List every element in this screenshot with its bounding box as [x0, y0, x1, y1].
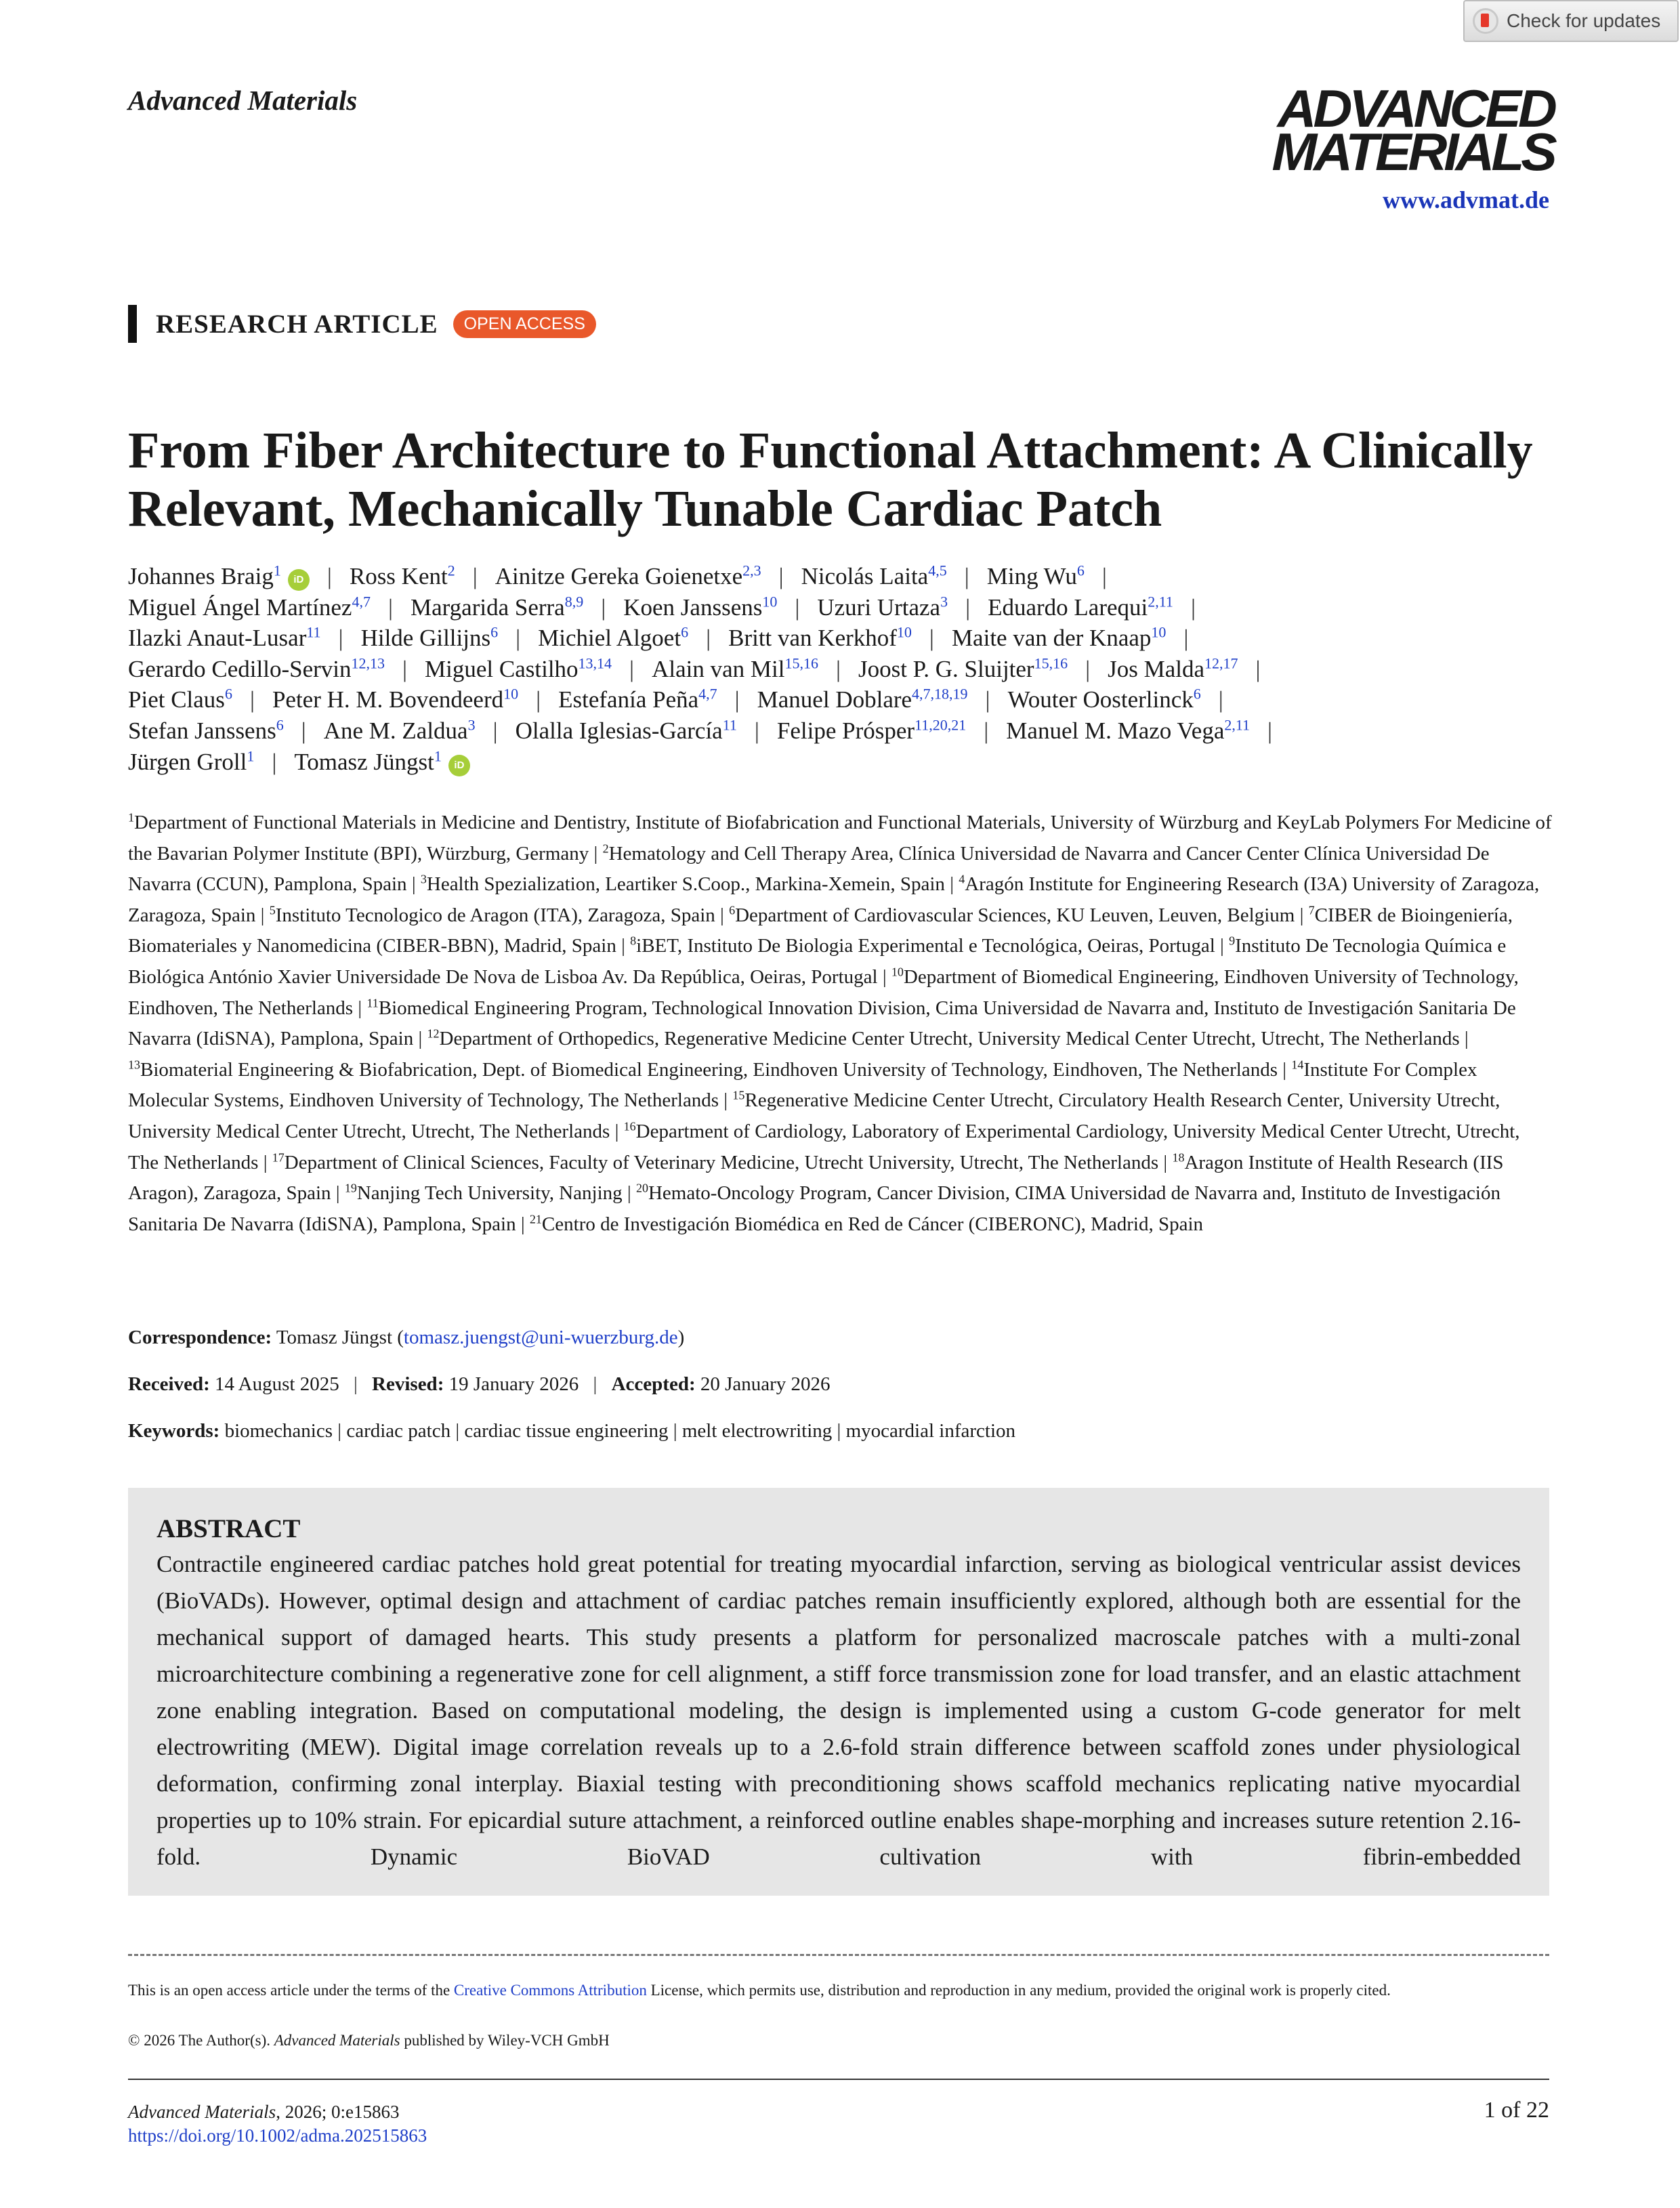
author-separator: | [492, 717, 498, 744]
affiliation-text: Department of Biomedical Engineering, Eindhoven University of Technology, Eindhoven, The Netherlands [128, 965, 1519, 1019]
affiliation-separator: | [719, 1089, 733, 1112]
affiliation-separator: | [1459, 1028, 1469, 1050]
creative-commons-link[interactable]: Creative Commons Attribution [453, 1982, 647, 1999]
affiliation-separator: | [610, 1120, 624, 1142]
journal-logo [1242, 79, 1554, 182]
author-name[interactable]: Jos Malda [1108, 655, 1205, 682]
author-affiliation-ref[interactable]: 10 [896, 623, 912, 641]
affiliation-text: Instituto De Tecnologia Química e Biológica António Xavier Universidade De Nova de Lisboa Av. Da República, Oeiras, Portugal [128, 935, 1507, 988]
author-affiliation-ref[interactable]: 11,20,21 [915, 716, 967, 734]
author-name[interactable]: Piet Claus [128, 686, 225, 713]
affiliation-number: 15 [732, 1088, 745, 1102]
affiliation-text: Instituto Tecnologico de Aragon (ITA), Zaragoza, Spain [275, 904, 715, 926]
author-affiliation-ref[interactable]: 11 [722, 716, 737, 734]
author-name[interactable]: Britt van Kerkhof [728, 625, 897, 652]
license-text-post: License, which permits use, distribution and reproduction in any medium, provided the original work is properly cited. [646, 1982, 1391, 1999]
author-separator: | [706, 625, 711, 652]
received-date: 14 August 2025 [215, 1373, 339, 1395]
author-separator: | [965, 593, 971, 621]
author-affiliation-ref[interactable]: 10 [1151, 623, 1167, 641]
affiliation-number: 4 [959, 872, 965, 886]
author-separator: | [964, 563, 969, 589]
author-affiliation-ref[interactable]: 1 [247, 747, 255, 764]
affiliation-text: Regenerative Medicine Center Utrecht, Circulatory Health Research Center, University Utrecht, University Medical Center Utrecht, Utrecht, The Netherlands [128, 1089, 1500, 1142]
author-affiliation-ref[interactable]: 1 [434, 747, 442, 764]
orcid-icon[interactable]: iD [448, 755, 470, 776]
affiliation-separator: | [258, 1151, 272, 1173]
affiliation-separator: | [944, 873, 959, 896]
author-name[interactable]: Alain van Mil [652, 655, 785, 682]
affiliation-text: iBET, Instituto De Biologia Experimental e Tecnológica, Oeiras, Portugal [636, 935, 1215, 957]
author-affiliation-ref[interactable]: 15,16 [1034, 654, 1068, 672]
check-for-updates-button[interactable] [1463, 0, 1679, 42]
page-number: 1 of 22 [1484, 2098, 1549, 2123]
keywords-label: Keywords: [128, 1420, 220, 1442]
keywords-text: biomechanics | cardiac patch | cardiac tissue engineering | melt electrowriting | myocardial infarction [224, 1420, 1016, 1442]
revised-date: 19 January 2026 [448, 1373, 579, 1395]
author-name[interactable]: Olalla Iglesias-García [515, 717, 723, 744]
open-access-badge: OPEN ACCESS [453, 310, 596, 338]
affiliation-separator: | [1295, 904, 1309, 926]
author-affiliation-ref[interactable]: 3 [467, 716, 476, 734]
author-name[interactable]: Tomasz Jüngst [294, 748, 434, 775]
author-name[interactable]: Ainitze Gereka Goienetxe [495, 563, 743, 589]
affiliation-number: 10 [891, 965, 904, 979]
author-line [128, 592, 1564, 623]
author-affiliation-ref[interactable]: 4,7,18,19 [912, 685, 968, 703]
author-separator: | [1218, 686, 1223, 713]
affiliation-number: 5 [269, 903, 276, 917]
author-name[interactable]: Uzuri Urtaza [817, 593, 941, 621]
affiliation-separator: | [589, 842, 603, 865]
correspondence-label: Correspondence: [128, 1327, 272, 1348]
copyright-pre: © 2026 The Author(s). [128, 2032, 274, 2049]
affiliation-number: 21 [529, 1212, 542, 1226]
author-affiliation-ref[interactable]: 15,16 [784, 654, 818, 672]
affiliation-text: Department of Functional Materials in Medicine and Dentistry, Institute of Biofabrication and Functional Materials, University of Würzburg and KeyLab Polymers For Medicine of the Bavarian Polymer Institute (BPI), Würzburg, Germany [128, 812, 1552, 865]
affiliations [128, 808, 1554, 1240]
affiliation-number: 8 [630, 934, 637, 948]
license-text-pre: This is an open access article under the terms of the [128, 1982, 454, 1999]
author-separator: | [985, 686, 990, 713]
affiliation-separator: | [516, 1213, 530, 1235]
author-name[interactable]: Ane M. Zaldua [323, 717, 468, 744]
author-name[interactable]: Joost P. G. Sluijter [858, 655, 1034, 682]
author-affiliation-ref[interactable]: 13,14 [578, 654, 612, 672]
correspondence: Correspondence: Tomasz Jüngst (tomasz.juengst@uni-wuerzburg.de) [128, 1327, 685, 1348]
affiliation-text: Hematology and Cell Therapy Area, Clínica Universidad de Navarra and Cancer Center Clínica Universidad De Navarra (CCUN), Pamplona, Spain [128, 842, 1490, 896]
correspondence-name: Tomasz Jüngst [276, 1327, 392, 1348]
author-name[interactable]: Miguel Castilho [425, 655, 579, 682]
author-affiliation-ref[interactable]: 6 [681, 623, 689, 641]
abstract-text: Contractile engineered cardiac patches hold great potential for treating myocardial infarction, serving as biological ventricular assist devices (BioVADs). However, optimal design and attachment of cardiac patches remain insufficiently explored, although both are essential for the mechanical support of damaged hearts. This study presents a platform for personalized macroscale patches with a multi-zonal microarchitecture combining a regenerative zone for cell alignment, a stiff force transmission zone for load transfer, and an elastic attachment zone enabling integration. Based on computational modeling, the design is implemented using a custom G-code generator for melt electrowriting (MEW). Digital image correlation reveals up to a 2.6-fold strain difference between scaffold zones under physiological deformation, confirming zonal interplay. Biaxial testing with preconditioning shows scaffold mechanics replicating native myocardial properties up to 10% strain. For epicardial suture attachment, a reinforced outline enables shape-morphing and increases suture retention 2.16-fold. Dynamic BioVAD cultivation with fibrin-embedded [156, 1551, 1521, 1870]
footer-citation-text: , 2026; 0:e15863 [276, 2102, 400, 2122]
affiliation-text: CIBER de Bioingeniería, Biomateriales y Nanomedicina (CIBER-BBN), Madrid, Spain [128, 904, 1513, 957]
author-name[interactable]: Maite van der Knaap [951, 625, 1152, 652]
logo-line-1: ADVANCED [1277, 79, 1554, 138]
affiliation-text: Institute For Complex Molecular Systems, Eindhoven University of Technology, The Netherlands [128, 1058, 1477, 1112]
author-separator: | [1190, 593, 1196, 621]
author-line [128, 623, 1564, 654]
author-affiliation-ref[interactable]: 8,9 [564, 592, 584, 610]
affiliation-separator: | [877, 965, 891, 988]
affiliation-separator: | [715, 904, 730, 926]
author-name[interactable]: Nicolás Laita [801, 563, 929, 589]
check-for-updates-label: Check for updates [1507, 10, 1661, 31]
article-type: RESEARCH ARTICLE [156, 309, 438, 339]
article-dates: Received: 14 August 2025 | Revised: 19 January 2026 | Accepted: 20 January 2026 [128, 1373, 831, 1395]
author-separator: | [929, 625, 934, 652]
affiliation-separator: | [616, 935, 631, 957]
affiliation-number: 20 [635, 1181, 648, 1195]
author-name[interactable]: Felipe Prósper [776, 717, 915, 744]
author-name[interactable]: Wouter Oosterlinck [1007, 686, 1194, 713]
author-separator: | [327, 563, 332, 589]
author-separator: | [835, 655, 841, 682]
author-name[interactable]: Miguel Ángel Martínez [128, 593, 352, 621]
affiliation-number: 14 [1291, 1058, 1304, 1072]
affiliation-number: 2 [602, 841, 609, 855]
author-name[interactable]: Michiel Algoet [538, 625, 681, 652]
author-separator: | [272, 748, 277, 775]
author-separator: | [1085, 655, 1091, 682]
affiliation-number: 18 [1172, 1150, 1185, 1164]
article-title: From Fiber Architecture to Functional Attachment: A Clinically Relevant, Mechanically Tunable Cardiac Patch [128, 422, 1533, 537]
affiliation-separator: | [1158, 1151, 1173, 1173]
affiliation-number: 12 [427, 1026, 440, 1041]
author-separator: | [984, 717, 989, 744]
author-affiliation-ref[interactable]: 12,13 [351, 654, 385, 672]
affiliation-separator: | [406, 873, 421, 896]
affiliation-separator: | [413, 1028, 427, 1050]
dashed-divider [128, 1954, 1549, 1956]
author-affiliation-ref[interactable]: 6 [490, 623, 499, 641]
affiliation-text: Department of Cardiovascular Sciences, KU Leuven, Leuven, Belgium [735, 904, 1295, 926]
author-affiliation-ref[interactable]: 2,11 [1148, 592, 1173, 610]
license-notice [128, 1977, 1549, 2004]
author-name[interactable]: Manuel M. Mazo Vega [1006, 717, 1225, 744]
crossmark-icon [1473, 8, 1498, 34]
author-separator: | [1183, 625, 1189, 652]
author-name[interactable]: Koen Janssens [623, 593, 763, 621]
author-affiliation-ref[interactable]: 11 [306, 623, 321, 641]
footer-divider [128, 2079, 1549, 2080]
affiliation-number: 3 [420, 872, 427, 886]
copyright [128, 2032, 610, 2049]
author-separator: | [1255, 655, 1261, 682]
affiliation-text: Nanjing Tech University, Nanjing [356, 1182, 623, 1205]
author-separator: | [402, 655, 408, 682]
author-separator: | [778, 563, 784, 589]
author-separator: | [338, 625, 343, 652]
author-affiliation-ref[interactable]: 6 [224, 685, 232, 703]
author-affiliation-ref[interactable]: 6 [1193, 685, 1201, 703]
accepted-date: 20 January 2026 [700, 1373, 831, 1395]
author-affiliation-ref[interactable]: 2,11 [1224, 716, 1251, 734]
affiliation-number: 9 [1229, 934, 1236, 948]
author-name[interactable]: Manuel Doblare [757, 686, 912, 713]
author-affiliation-ref[interactable]: 10 [762, 592, 778, 610]
affiliation-number: 19 [344, 1181, 357, 1195]
affiliation-text: Aragon Institute of Health Research (IIS Aragon), Zaragoza, Spain [128, 1151, 1504, 1205]
footer-citation [128, 2100, 427, 2148]
author-separator: | [629, 655, 635, 682]
author-affiliation-ref[interactable]: 6 [276, 716, 284, 734]
affiliation-number: 6 [729, 903, 736, 917]
affiliation-separator: | [1215, 935, 1230, 957]
article-type-bar [128, 305, 137, 343]
author-separator: | [301, 717, 306, 744]
correspondence-email-link[interactable]: tomasz.juengst@uni-wuerzburg.de [403, 1327, 678, 1348]
logo-line-2: MATERIALS [1272, 122, 1554, 182]
author-name[interactable]: Hilde Gillijns [360, 625, 491, 652]
affiliation-text: Hemato-Oncology Program, Cancer Division, CIMA Universidad de Navarra and, Instituto de Investigación Sanitaria De Navarra (IdiSNA), Pamplona, Spain [128, 1182, 1500, 1235]
author-separator: | [734, 686, 740, 713]
author-separator: | [516, 625, 521, 652]
affiliation-text: Biomaterial Engineering & Biofabrication, Dept. of Biomedical Engineering, Eindhoven University of Technology, Eindhoven, The Netherlands [140, 1058, 1278, 1081]
author-line [128, 715, 1564, 747]
affiliation-separator: | [331, 1182, 345, 1205]
abstract-heading: ABSTRACT [156, 1514, 301, 1543]
author-separator: | [536, 686, 541, 713]
affiliation-number: 1 [128, 810, 134, 825]
author-name[interactable]: Gerardo Cedillo-Servin [128, 655, 352, 682]
author-separator: | [249, 686, 255, 713]
affiliation-number: 7 [1308, 903, 1315, 917]
orcid-icon[interactable]: iD [288, 569, 310, 591]
journal-website-link[interactable]: www.advmat.de [1382, 186, 1549, 213]
author-name[interactable]: Stefan Janssens [128, 717, 276, 744]
affiliation-number: 13 [128, 1058, 140, 1072]
author-affiliation-ref[interactable]: 3 [940, 592, 948, 610]
author-separator: | [795, 593, 800, 621]
author-line [128, 747, 1564, 778]
affiliation-text: Department of Orthopedics, Regenerative Medicine Center Utrecht, University Medical Center Utrecht, Utrecht, The Netherlands [439, 1028, 1460, 1050]
received-label: Received: [128, 1373, 210, 1395]
affiliation-separator: | [1278, 1058, 1292, 1081]
author-affiliation-ref[interactable]: 12,17 [1204, 654, 1238, 672]
affiliation-text: Aragón Institute for Engineering Research (I3A) University of Zaragoza, Zaragoza, Spain [128, 873, 1540, 926]
affiliation-number: 11 [366, 995, 379, 1009]
author-name[interactable]: Ming Wu [986, 563, 1077, 589]
author-affiliation-ref[interactable]: 1 [273, 562, 281, 579]
author-name[interactable]: Jürgen Groll [128, 748, 247, 775]
affiliation-text: Department of Clinical Sciences, Faculty of Veterinary Medicine, Utrecht University, Utrecht, The Netherlands [284, 1151, 1159, 1173]
author-separator: | [472, 563, 478, 589]
author-name[interactable]: Johannes Braig [128, 563, 274, 589]
affiliation-text: Health Spezialization, Leartiker S.Coop., Markina-Xemein, Spain [426, 873, 945, 896]
affiliation-number: 16 [623, 1119, 636, 1133]
author-separator: | [601, 593, 606, 621]
author-separator: | [1101, 563, 1107, 589]
author-line [128, 654, 1564, 685]
author-name[interactable]: Ilazki Anaut-Lusar [128, 625, 307, 652]
author-separator: | [387, 593, 393, 621]
affiliation-separator: | [255, 904, 270, 926]
accepted-label: Accepted: [611, 1373, 696, 1395]
affiliation-text: Biomedical Engineering Program, Technological Innovation Division, Cima Universidad de Navarra and, Instituto de Investigación Sanitaria De Navarra (IdiSNA), Pamplona, Spain [128, 997, 1516, 1050]
affiliation-separator: | [622, 1182, 636, 1205]
author-affiliation-ref[interactable]: 4,7 [352, 592, 371, 610]
author-name[interactable]: Eduardo Larequi [988, 593, 1148, 621]
footer-journal: Advanced Materials [128, 2102, 276, 2122]
copyright-journal: Advanced Materials [274, 2032, 400, 2049]
author-affiliation-ref[interactable]: 2,3 [742, 562, 761, 579]
author-name[interactable]: Estefanía Peña [558, 686, 699, 713]
author-line [128, 684, 1564, 715]
author-affiliation-ref[interactable]: 10 [503, 685, 519, 703]
keywords [128, 1420, 1015, 1442]
author-affiliation-ref[interactable]: 4,7 [698, 685, 717, 703]
affiliation-text: Department of Cardiology, Laboratory of Experimental Cardiology, University Medical Center Utrecht, Utrecht, The Netherlands [128, 1120, 1520, 1173]
affiliation-separator: | [353, 997, 367, 1019]
author-separator: | [1267, 717, 1273, 744]
abstract-box [128, 1488, 1549, 1896]
author-affiliation-ref[interactable]: 6 [1076, 562, 1085, 579]
author-line [128, 561, 1564, 592]
author-name[interactable]: Margarida Serra [410, 593, 565, 621]
affiliation-text: Centro de Investigación Biomédica en Red de Cáncer (CIBERONC), Madrid, Spain [541, 1213, 1204, 1235]
author-separator: | [754, 717, 759, 744]
author-name[interactable]: Peter H. M. Bovendeerd [272, 686, 504, 713]
doi-link[interactable]: https://doi.org/10.1002/adma.202515863 [128, 2125, 427, 2146]
copyright-post: published by Wiley-VCH GmbH [400, 2032, 610, 2049]
author-affiliation-ref[interactable]: 4,5 [928, 562, 947, 579]
revised-label: Revised: [372, 1373, 444, 1395]
author-name[interactable]: Ross Kent [349, 563, 448, 589]
author-list [128, 561, 1564, 777]
author-affiliation-ref[interactable]: 2 [447, 562, 455, 579]
journal-name: Advanced Materials [128, 85, 358, 116]
affiliation-number: 17 [272, 1150, 285, 1164]
article-type-header [128, 305, 596, 343]
